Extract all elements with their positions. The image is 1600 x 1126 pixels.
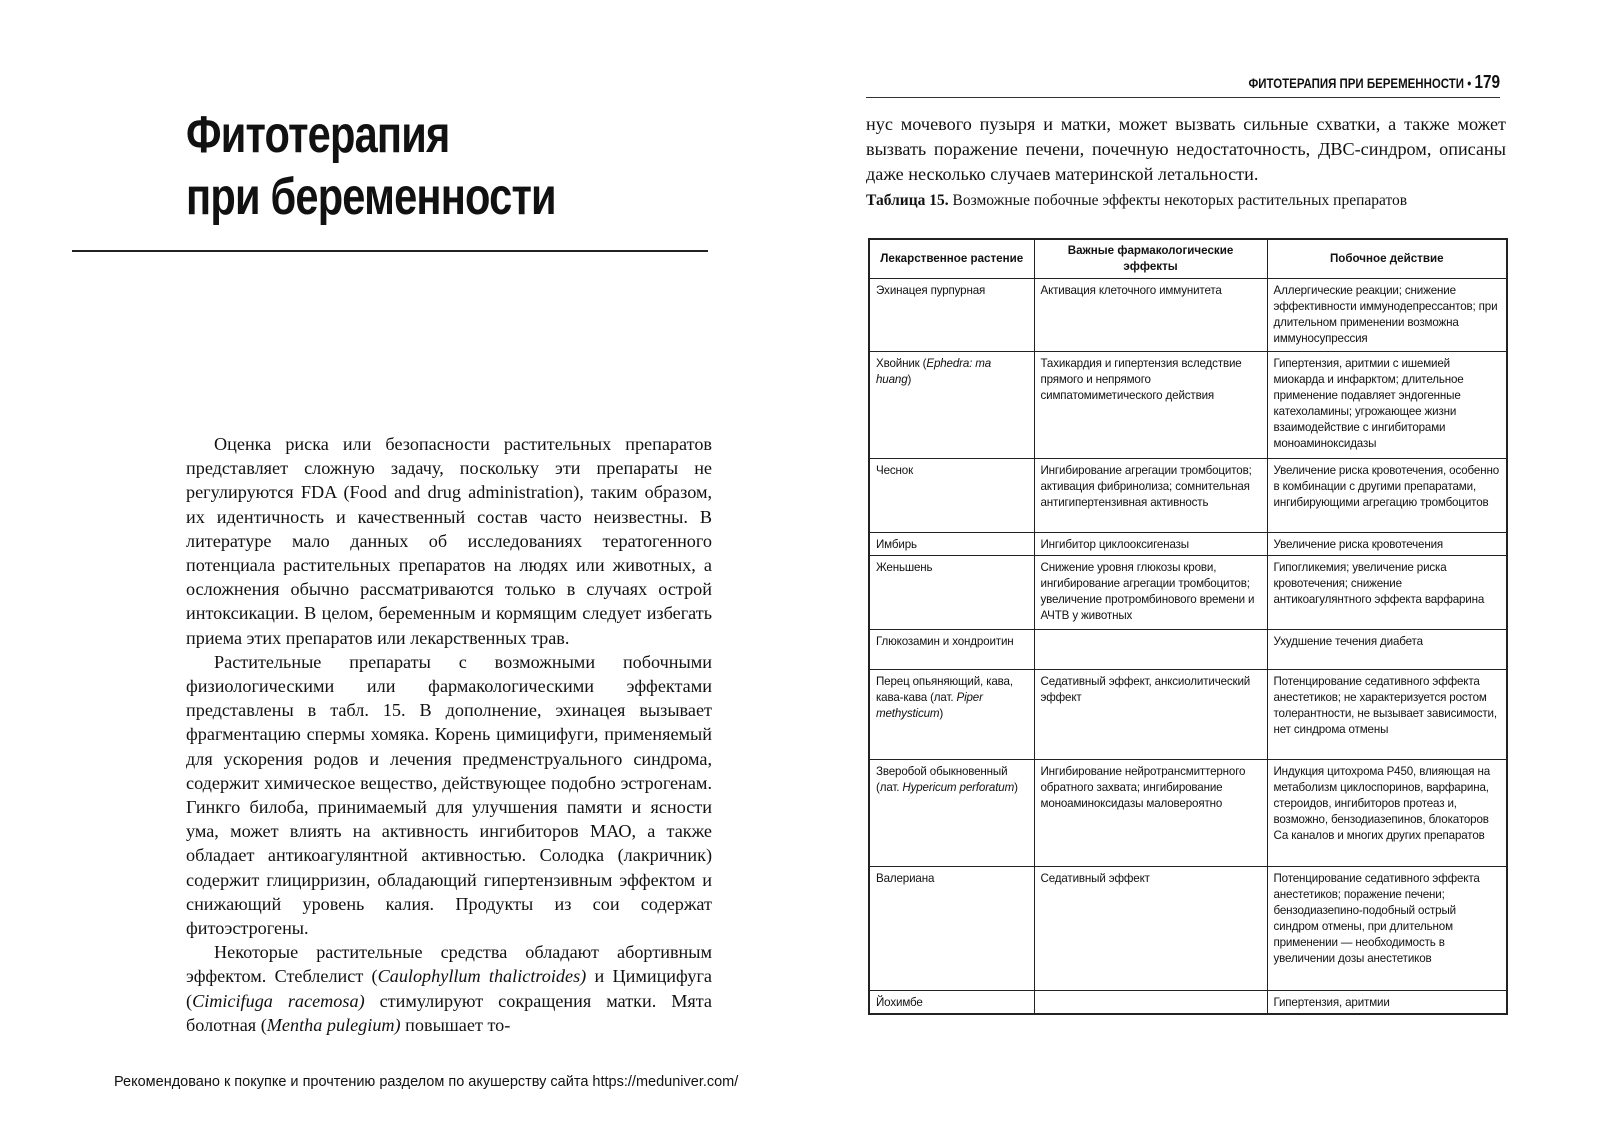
cell-side-effects: Увеличение риска кровотечения, особенно в комбинации с другими препаратами, ингибирующими агрегацию тромбоцитов	[1267, 459, 1507, 533]
cell-effects: Седативный эффект, анксиолитический эффект	[1034, 670, 1267, 760]
paragraph-2: Растительные препараты с возможными побочными физиологическими или фармакологическими эффектами представлены в табл. 15. В дополнение, эхинацея вызывает фрагментацию спермы хомяка. Корень цимицифуги, применяемый для ускорения родов и лечения предменструального синдрома, содержит химическое вещество, действующее подобно эстрогенам. Гинкго билоба, принимаемый для улучшения памяти и ясности ума, может влиять на активность ингибиторов МАО, а также обладает антикоагулянтной активностью. Солодка (лакричник) содержит глицирризин, обладающий гипертензивным эффектом и снижающий уровень калия. Продукты из сои содержат фитоэстрогены.	[186, 651, 712, 939]
cell-side-effects: Гипертензия, аритмии с ишемией миокарда и инфарктом; длительное применение подавляет эндогенные катехоламины; угрожающее жизни взаимодействие с ингибиторами моноаминоксидазы	[1267, 352, 1507, 459]
side-effects-table	[868, 238, 1508, 1015]
page-number: 179	[1474, 72, 1500, 92]
chapter-title-line1: Фитотерапия	[186, 106, 450, 164]
cell-plant	[869, 670, 1034, 760]
plant-name-tail: )	[939, 707, 944, 720]
column-header-plant: Лекарственное растение	[869, 239, 1034, 279]
cell-side-effects: Ухудшение течения диабета	[1267, 630, 1507, 670]
plant-name: Валериана	[876, 872, 935, 885]
column-header-side-effects: Побочное действие	[1267, 239, 1507, 279]
latin-name-cimicifuga: Cimicifuga racemosa)	[192, 990, 365, 1011]
table-header-row	[869, 239, 1507, 279]
table-caption-text: Возможные побочные эффекты некоторых растительных препаратов	[948, 192, 1408, 209]
table-row	[869, 556, 1507, 630]
plant-name: Йохимбе	[876, 996, 923, 1009]
table-row	[869, 630, 1507, 670]
paragraph-3-part3: стимулируют сокращения матки. Мята болотная (	[186, 990, 712, 1035]
cell-side-effects: Увеличение риска кровотечения	[1267, 533, 1507, 556]
plant-name: Женьшень	[876, 561, 933, 574]
latin-name-mentha: Mentha pulegium)	[266, 1014, 401, 1035]
cell-effects: Ингибирование агрегации тромбоцитов; активация фибринолиза; сомнительная антигипертензивная активность	[1034, 459, 1267, 533]
right-page	[800, 0, 1600, 1126]
cell-plant	[869, 760, 1034, 867]
plant-latin-name: Hypericum perforatum	[902, 781, 1015, 794]
cell-effects	[1034, 630, 1267, 670]
table-row	[869, 760, 1507, 867]
plant-name: Хвойник (	[876, 357, 927, 370]
table-body	[869, 279, 1507, 1015]
running-head-title: ФИТОТЕРАПИЯ ПРИ БЕРЕМЕННОСТИ •	[1248, 76, 1472, 91]
cell-effects	[1034, 991, 1267, 1015]
cell-side-effects: Аллергические реакции; снижение эффективности иммунодепрессантов; при длительном применении возможна иммуносупрессия	[1267, 279, 1507, 352]
paragraph-1: Оценка риска или безопасности растительных препаратов представляет сложную задачу, поскольку эти препараты не регулируются FDA (Food and drug administration), таким образом, их идентичность и качественный состав часто неизвестны. В литературе мало данных об исследованиях тератогенного потенциала растительных препаратов на людях или животных, а осложнения обычно рассматриваются только в случаях острой интоксикации. В целом, беременным и кормящим следует избегать приема этих препаратов или лекарственных трав.	[186, 434, 712, 648]
running-head	[1245, 72, 1500, 93]
cell-effects: Ингибитор циклооксигеназы	[1034, 533, 1267, 556]
plant-name: Перец опьяняющий, кава, кава-кава (лат.	[876, 675, 1013, 704]
plant-latin-name: Piper methysticum	[876, 691, 983, 720]
body-text	[186, 432, 712, 1037]
paragraph-3-part4: повышает то-	[400, 1014, 511, 1035]
plant-name: Чеснок	[876, 464, 913, 477]
table-row	[869, 459, 1507, 533]
cell-plant	[869, 279, 1034, 352]
cell-plant	[869, 867, 1034, 991]
cell-plant	[869, 533, 1034, 556]
cell-plant	[869, 991, 1034, 1015]
continuation-text	[866, 112, 1506, 187]
plant-name-tail: )	[907, 373, 912, 386]
cell-plant	[869, 630, 1034, 670]
paragraph-3	[186, 940, 712, 1037]
table-caption	[866, 192, 1466, 210]
plant-name: Имбирь	[876, 538, 917, 551]
paragraph-3-part2: и Цимицифуга (	[186, 966, 712, 1011]
cell-effects: Ингибирование нейротрансмиттерного обратного захвата; ингибирование моноаминоксидазы маловероятно	[1034, 760, 1267, 867]
table-row	[869, 991, 1507, 1015]
cell-effects: Снижение уровня глюкозы крови, ингибирование агрегации тромбоцитов; увеличение протромбинового времени и АЧТВ у животных	[1034, 556, 1267, 630]
table-row	[869, 279, 1507, 352]
cell-effects: Активация клеточного иммунитета	[1034, 279, 1267, 352]
header-divider	[866, 97, 1500, 98]
cell-effects: Седативный эффект	[1034, 867, 1267, 991]
cell-plant	[869, 459, 1034, 533]
table-row	[869, 352, 1507, 459]
plant-name-tail: )	[1014, 781, 1018, 794]
plant-name: Зверобой обыкновенный (лат.	[876, 765, 1008, 794]
footer-note: Рекомендовано к покупке и прочтению разделом по акушерству сайта https://meduniver.com/	[114, 1074, 739, 1090]
plant-name: Эхинацея пурпурная	[876, 284, 986, 297]
table-row	[869, 867, 1507, 991]
continuation-paragraph: нус мочевого пузыря и матки, может вызвать сильные схватки, а также может вызвать поражение печени, почечную недостаточность, ДВС-синдром, описаны даже несколько случаев материнской летальности.	[866, 114, 1506, 184]
chapter-title-line2: при беременности	[186, 168, 556, 226]
column-header-effects: Важные фармакологические эффекты	[1034, 239, 1267, 279]
latin-name-caulophyllum: Caulophyllum thalictroides)	[377, 966, 587, 987]
cell-effects: Тахикардия и гипертензия вследствие прямого и непрямого симпатомиметического действия	[1034, 352, 1267, 459]
table-row	[869, 670, 1507, 760]
cell-plant	[869, 352, 1034, 459]
plant-name: Глюкозамин и хондроитин	[876, 635, 1014, 648]
paragraph-3-part1: Некоторые растительные средства обладают абортивным эффектом. Стеблелист (	[186, 942, 712, 987]
plant-latin-name: Ephedra: ma huang	[876, 357, 992, 386]
table-row	[869, 533, 1507, 556]
chapter-title	[186, 104, 602, 228]
cell-side-effects: Гипогликемия; увеличение риска кровотечения; снижение антикоагулянтного эффекта варфарина	[1267, 556, 1507, 630]
table-caption-label: Таблица 15.	[866, 192, 949, 209]
cell-side-effects: Потенцирование седативного эффекта анестетиков; поражение печени; бензодиазепино-подобный острый синдром отмены, при длительном применении — необходимость в увеличении дозы анестетиков	[1267, 867, 1507, 991]
title-divider	[72, 250, 708, 252]
cell-side-effects: Потенцирование седативного эффекта анестетиков; не характеризуется ростом толерантности, не вызывает зависимости, нет синдрома отмены	[1267, 670, 1507, 760]
cell-plant	[869, 556, 1034, 630]
cell-side-effects: Гипертензия, аритмии	[1267, 991, 1507, 1015]
cell-side-effects: Индукция цитохрома Р450, влияющая на метаболизм циклоспоринов, варфарина, стероидов, ингибиторов протеаз и, возможно, бензодиазепинов, блокаторов Са каналов и многих других препаратов	[1267, 760, 1507, 867]
